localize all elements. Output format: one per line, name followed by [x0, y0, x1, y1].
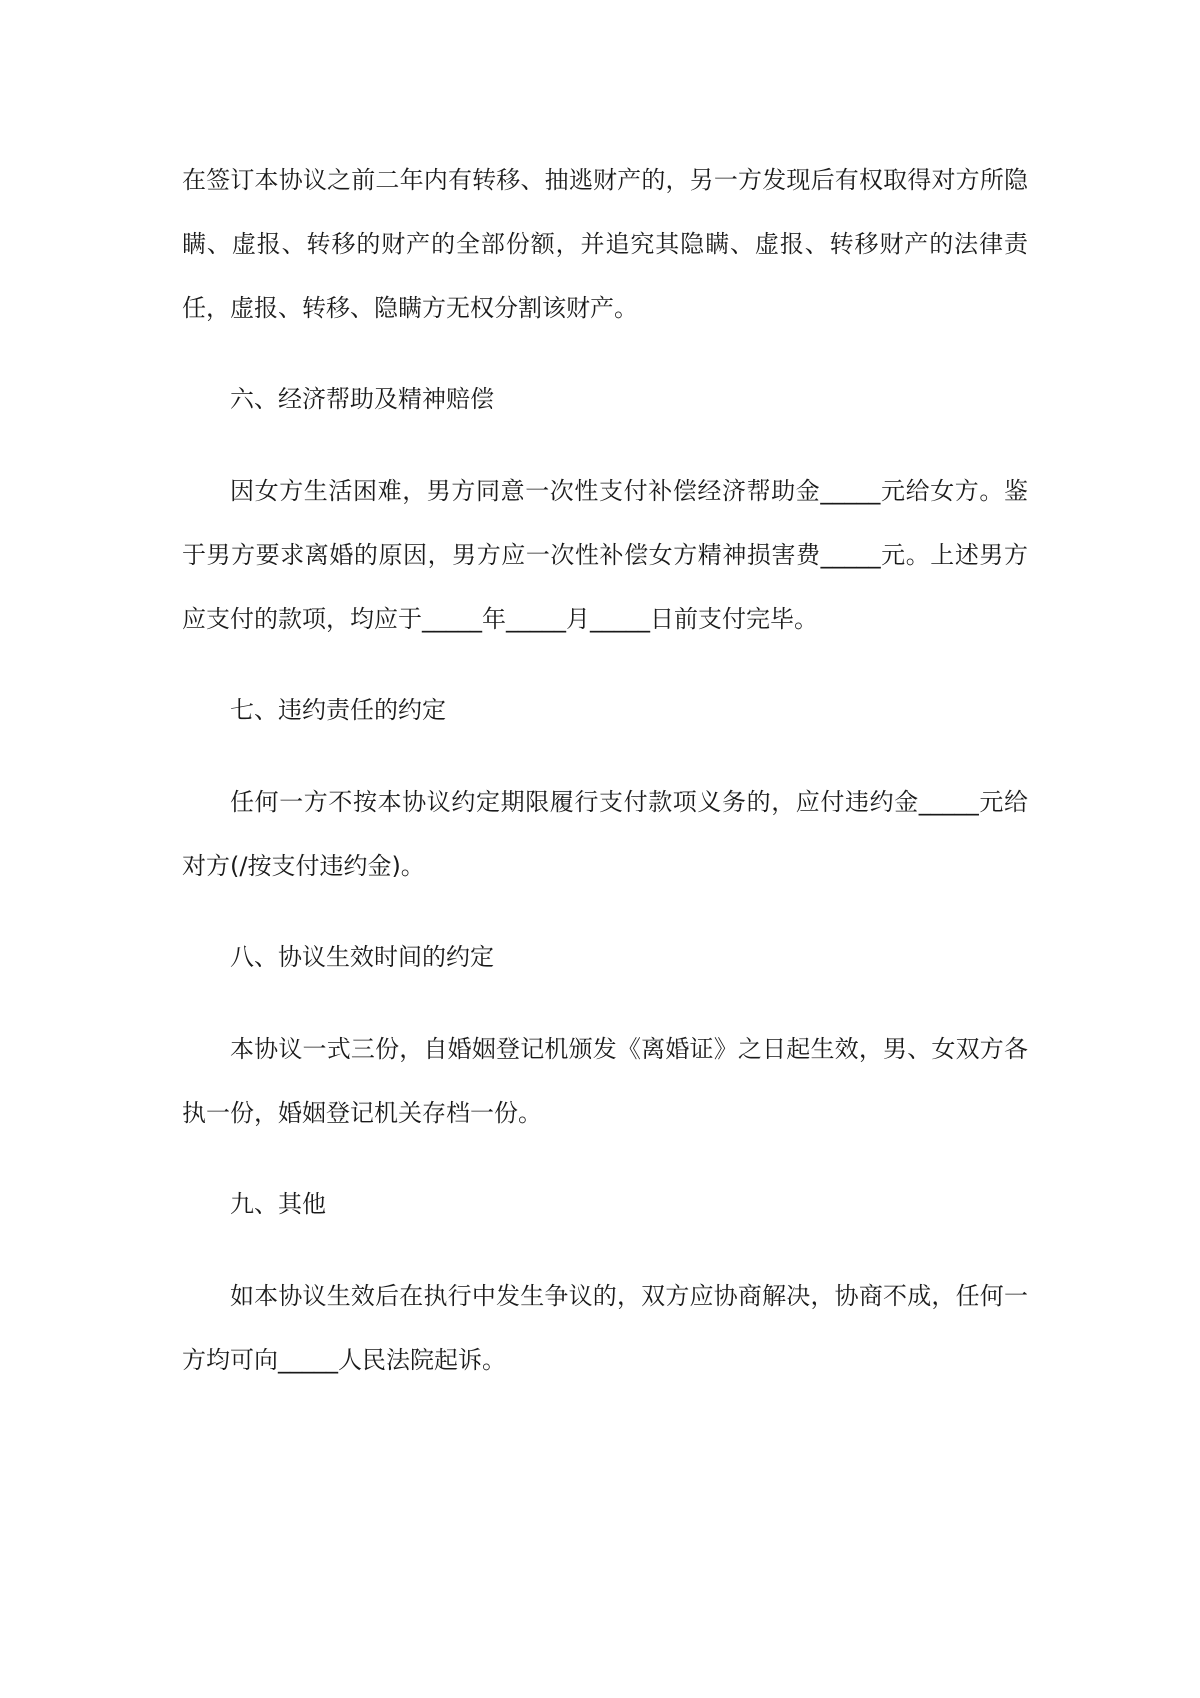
section-heading-7: 七、违约责任的约定 — [230, 696, 446, 724]
spacer — [182, 742, 1028, 770]
paragraph-property-concealment: 在签订本协议之前二年内有转移、抽逃财产的，另一方发现后有权取得对方所隐瞒、虚报、转移的财产的全部份额，并追究其隐瞒、虚报、转移财产的法律责任，虚报、转移、隐瞒方无权分割该财产。 — [182, 166, 1028, 322]
section-heading-6: 六、经济帮助及精神赔偿 — [230, 385, 494, 413]
spacer — [182, 1236, 1028, 1264]
paragraph-economic-help: 因女方生活困难，男方同意一次性支付补偿经济帮助金_____元给女方。鉴于男方要求离婚的原因，男方应一次性补偿女方精神损害费_____元。上述男方应支付的款项，均应于_____年_____月_____日前支付完毕。 — [182, 477, 1028, 633]
section-heading-8: 八、协议生效时间的约定 — [230, 943, 494, 971]
paragraph-effective-time: 本协议一式三份，自婚姻登记机颁发《离婚证》之日起生效，男、女双方各执一份，婚姻登记机关存档一份。 — [182, 1035, 1028, 1127]
section-heading-9: 九、其他 — [230, 1190, 326, 1218]
spacer — [182, 651, 1028, 678]
document-body — [182, 148, 1028, 1392]
spacer — [182, 989, 1028, 1017]
spacer — [182, 1145, 1028, 1172]
paragraph-other: 如本协议生效后在执行中发生争议的，双方应协商解决，协商不成，任何一方均可向_____人民法院起诉。 — [182, 1282, 1028, 1374]
paragraph-breach-liability: 任何一方不按本协议约定期限履行支付款项义务的，应付违约金_____元给对方(/按支付违约金)。 — [182, 788, 1028, 880]
spacer — [182, 340, 1028, 367]
spacer — [182, 898, 1028, 925]
spacer — [182, 431, 1028, 459]
